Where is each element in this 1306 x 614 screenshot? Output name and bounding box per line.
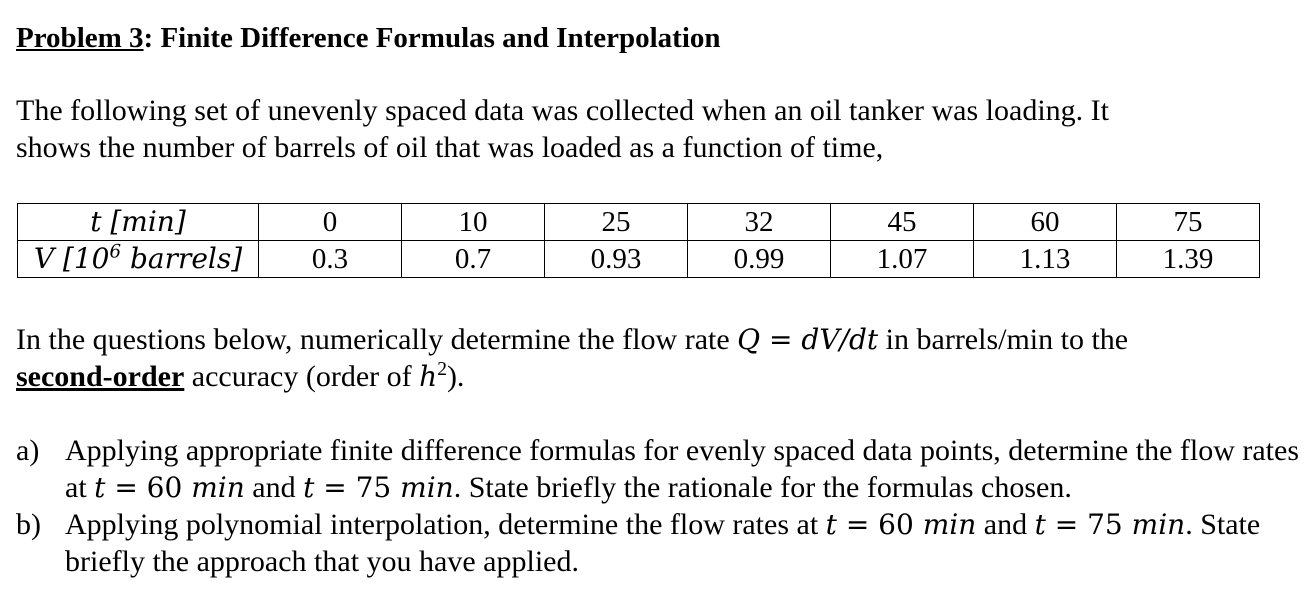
table-cell: 0.99 [688,241,831,278]
time-unit: min [191,471,245,504]
time-header: t [min] [18,204,259,241]
question-b-text [65,506,1306,580]
problem-document [16,14,1299,578]
table-row-time [18,204,1260,241]
time-symbol: t [825,508,837,541]
questions-text-units: in barrels/min to the [878,323,1129,356]
table-cell: 25 [545,204,688,241]
conjunction: and [244,471,304,504]
time-symbol: t [94,471,106,504]
question-a-tail: . State briefly the rationale for the formulas chosen. [453,471,1072,504]
data-table [17,203,1260,278]
table-cell: 1.39 [1117,241,1260,278]
table-cell: 75 [1117,204,1260,241]
question-a-text [65,432,1306,506]
step-size-exponent: 2 [437,359,447,380]
problem-title-text: : Finite Difference Formulas and Interpolation [143,22,721,54]
volume-header-pre: V [10 [33,242,110,275]
table-cell: 0.7 [402,241,545,278]
table-cell: 60 [974,204,1117,241]
volume-header-post: barrels] [121,242,243,275]
table-cell: 0.3 [259,241,402,278]
questions-intro [16,321,1128,395]
table-cell: 32 [688,204,831,241]
table-cell: 10 [402,204,545,241]
accuracy-close: ). [446,360,465,393]
intro-line-2: shows the number of barrels of oil that was loaded as a function of time, [16,131,884,164]
table-cell: 0 [259,204,402,241]
table-cell: 1.13 [974,241,1117,278]
accuracy-text: accuracy (order of [184,360,420,393]
equals-sign: = [760,323,802,356]
volume-header [18,241,259,278]
second-order-emphasis: second-order [16,360,185,393]
question-a-body: Applying appropriate finite difference formulas for evenly spaced data points, determine the flow rates at [65,434,1299,504]
time-unit: min [400,471,454,504]
time-unit: min [1131,508,1186,541]
volume-header-exp: 6 [109,241,122,263]
conjunction: and [976,508,1035,541]
time-symbol: t [303,471,315,504]
question-a [16,432,1306,506]
time-value: = 75 [1045,508,1132,541]
question-b [16,506,1306,580]
questions-line-2 [16,358,1128,395]
table-row-volume [18,241,1260,278]
problem-title [16,14,1296,62]
table-cell: 1.07 [831,241,974,278]
time-unit: min [922,508,977,541]
time-value: = 60 [836,508,923,541]
derivative-expression: dV/dt [801,323,879,356]
time-value: = 60 [105,471,192,504]
intro-line-1: The following set of unevenly spaced data was collected when an oil tanker was loading. It [16,94,1109,127]
problem-number: Problem 3 [16,22,144,54]
step-size-symbol: h [419,360,438,393]
question-a-label: a) [16,434,40,467]
question-b-label: b) [16,508,41,541]
question-list [16,432,1306,580]
question-b-tail: . State briefly the approach that you have applied. [65,508,1261,578]
flow-rate-symbol: Q [737,323,761,356]
time-symbol: t [1034,508,1046,541]
intro-paragraph [16,92,1109,166]
questions-text: In the questions below, numerically determine the flow rate [16,323,738,356]
time-value: = 75 [314,471,401,504]
question-b-body: Applying polynomial interpolation, determine the flow rates at [65,508,826,541]
questions-line-1 [16,321,1128,358]
table-cell: 45 [831,204,974,241]
table-cell: 0.93 [545,241,688,278]
